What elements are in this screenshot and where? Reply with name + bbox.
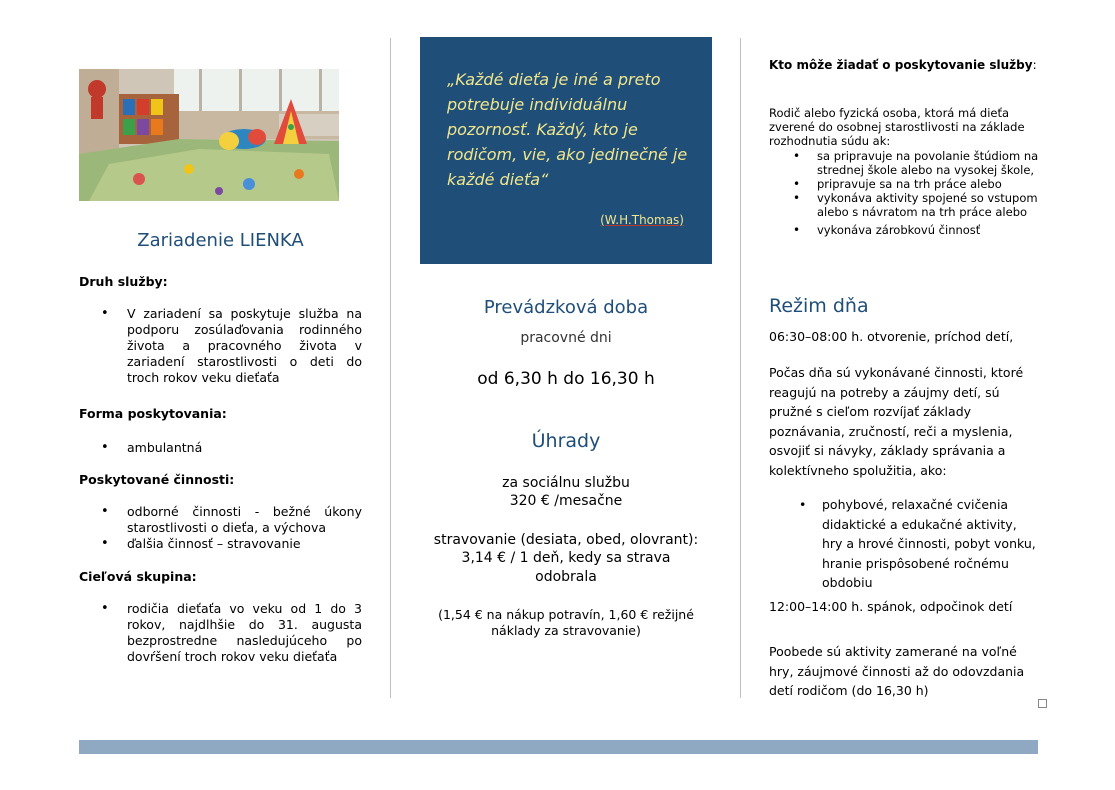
list-item: • V zariadení sa poskytuje služba na podporu zosúlaďovania rodinného života a pracovného života v zariadení starostlivosti o deti do troch rokov veku dieťaťa <box>79 306 362 386</box>
meal-fee-line1: stravovanie (desiata, obed, olovrant): <box>433 532 699 548</box>
quote-author <box>600 213 684 227</box>
service-fee-line1: za sociálnu službu <box>502 475 630 491</box>
eligibility-title <box>769 57 1039 74</box>
list-item: • vykonáva aktivity spojené so vstupom alebo s návratom na trh práce alebo <box>769 191 1039 219</box>
list-item: • rodičia dieťaťa vo veku od 1 do 3 rokov, najdlhšie do 31. augusta bezprostredne nasledujúceho po dovŕšení troch rokov veku dieťaťa <box>79 601 362 665</box>
working-days: pracovné dni <box>520 330 612 346</box>
target-group-list <box>79 601 362 665</box>
list-item: • ambulantná <box>79 440 362 456</box>
schedule-morning: 06:30–08:00 h. otvorenie, príchod detí, <box>769 329 1014 344</box>
meal-fee-line3: odobrala <box>535 569 597 585</box>
eligibility-list <box>769 149 1039 237</box>
footer-bar <box>79 740 1038 754</box>
meal-fee-line2: 3,14 € / 1 deň, kedy sa strava <box>461 550 671 566</box>
eligibility-title-colon: : <box>1032 58 1037 72</box>
fees-title: Úhrady <box>531 430 601 452</box>
form-list <box>79 440 362 456</box>
classroom-photo <box>79 69 339 201</box>
schedule-afternoon: Poobede sú aktivity zamerané na voľné hry, záujmové činnosti až do odovzdania detí rodičom (do 16,30 h) <box>769 644 1025 698</box>
list-item: • sa pripravuje na povolanie štúdiom na strednej škole alebo na vysokej škole, <box>769 149 1039 177</box>
column-divider-right <box>740 38 741 698</box>
activities-list <box>79 504 362 552</box>
list-item: • pripravuje sa na trh práce alebo <box>769 177 1039 191</box>
facility-title: Zariadenie LIENKA <box>137 230 304 251</box>
eligibility-title-text: Kto môže žiadať o poskytovanie služby <box>769 58 1033 72</box>
quote-text: „Každé dieťa je iné a preto potrebuje individuálnu pozornosť. Každý, kto je rodičom, vie, ako jedinečné je každé dieťa“ <box>447 70 688 189</box>
daily-schedule-title: Režim dňa <box>769 295 869 317</box>
quote-box <box>420 37 712 264</box>
list-item: • odborné činnosti - bežné úkony starostlivosti o dieťa, a výchova <box>79 504 362 536</box>
activities-label: Poskytované činnosti: <box>79 472 235 487</box>
small-square-mark <box>1038 699 1047 708</box>
eligibility-intro: Rodič alebo fyzická osoba, ktorá má dieťa zverené do osobnej starostlivosti na základe rozhodnutia súdu ak: <box>769 106 1025 148</box>
schedule-activities-list <box>769 495 1039 593</box>
schedule-day-activities: Počas dňa sú vykonávané činnosti, ktoré reagujú na potreby a záujmy detí, sú pružné s cieľom rozvíjať základy poznávania, zručností, reči a myslenia, osvojiť si návyky, základy správania a kolektívneho spolužitia, ako: <box>769 365 1024 478</box>
meal-fee-note: (1,54 € na nákup potravín, 1,60 € režijné náklady za stravovanie) <box>438 607 694 638</box>
service-type-list <box>79 306 362 386</box>
list-item: • ďalšia činnosť – stravovanie <box>79 536 362 552</box>
list-item: • pohybové, relaxačné cvičenia didaktické a edukačné aktivity, hry a hrové činnosti, pobyt vonku, hranie prispôsobené ročnému obdobiu <box>769 495 1039 593</box>
target-group-label: Cieľová skupina: <box>79 569 197 584</box>
service-type-label: Druh služby: <box>79 274 168 289</box>
service-fee-line2: 320 € /mesačne <box>509 493 623 509</box>
opening-hours-title: Prevádzková doba <box>483 297 649 318</box>
schedule-nap: 12:00–14:00 h. spánok, odpočinok detí <box>769 599 1013 614</box>
list-item: • vykonáva zárobkovú činnosť <box>769 223 1039 237</box>
quote-author-text: (W.H.Thomas) <box>600 213 684 227</box>
form-label: Forma poskytovania: <box>79 406 227 421</box>
column-divider-left <box>390 38 391 698</box>
opening-hours: od 6,30 h do 16,30 h <box>477 369 655 389</box>
